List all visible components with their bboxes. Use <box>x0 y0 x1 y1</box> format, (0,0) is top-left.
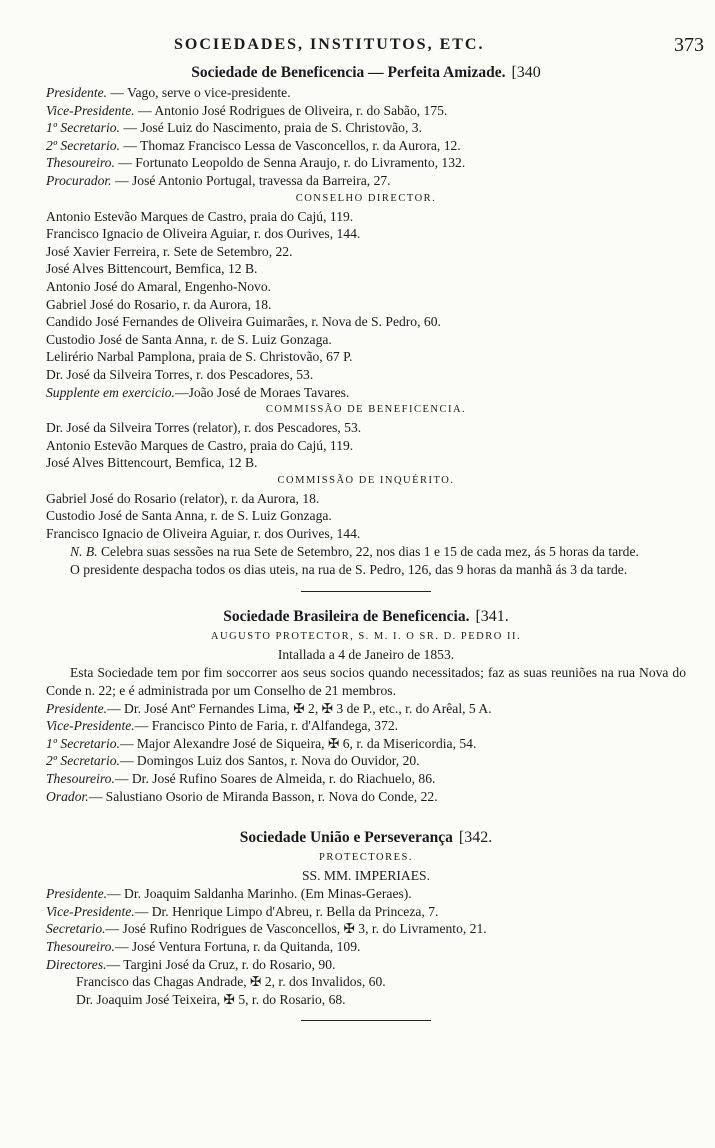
role-label: 1º Secretario. <box>46 120 120 136</box>
officer-text: — Dr. Joaquim Saldanha Marinho. (Em Minas-Geraes). <box>107 886 412 902</box>
list-item: Antonio Estevão Marques de Castro, praia do Cajú, 119. <box>46 208 354 224</box>
officer-text: —João José de Moraes Tavares. <box>174 384 350 400</box>
officer-text: — Fortunato Leopoldo de Senna Araujo, r. do Livramento, 132. <box>114 155 466 171</box>
role-label: 2º Secretario. <box>46 137 120 153</box>
protector-line: AUGUSTO PROTECTOR, S. M. I. O SR. D. PEDRO II. <box>210 630 522 642</box>
subheading-conselho: CONSELHO DIRECTOR. <box>295 192 437 204</box>
beneficencia-list <box>46 419 686 472</box>
officer-line <box>46 920 686 938</box>
officer-line <box>46 154 686 172</box>
role-label: Thesoureiro. <box>46 771 115 787</box>
list-item: Antonio José do Amaral, Engenho-Novo. <box>46 278 272 294</box>
list-item: Francisco das Chagas Andrade, ✠ 2, r. dos Invalidos, 60. <box>76 974 386 990</box>
role-label: Presidente. <box>46 886 108 902</box>
officer-line <box>46 717 686 735</box>
officer-text: — Antonio José Rodrigues de Oliveira, r. do Sabão, 175. <box>134 102 448 118</box>
list-item: Gabriel José do Rosario, r. da Aurora, 18. <box>46 296 272 312</box>
section-title-340 <box>46 62 686 84</box>
page-number: 373 <box>674 34 704 56</box>
role-label: Presidente. <box>46 700 108 716</box>
officer-text: — Dr. José Rufino Soares de Almeida, r. do Riachuelo, 86. <box>114 771 436 787</box>
entry-number: [340 <box>511 64 541 81</box>
officers-list <box>46 700 686 806</box>
subheading-inquerito: COMMISSÃO DE INQUÉRITO. <box>277 474 455 486</box>
officer-line <box>46 102 686 120</box>
entry-number: [341. <box>475 607 509 625</box>
list-item: Dr. Joaquim José Teixeira, ✠ 5, r. do Rosario, 68. <box>76 991 346 1007</box>
officers-list <box>46 885 686 1008</box>
list-item: Dr. José da Silveira Torres (relator), r. dos Pescadores, 53. <box>46 420 362 436</box>
section-title-text: Sociedade União e Perseverança <box>239 829 453 847</box>
officer-text: — José Antonio Portugal, travessa da Barreira, 27. <box>111 172 391 188</box>
protectors-line: SS. MM. IMPERIAES. <box>301 868 431 884</box>
section-title-342 <box>46 827 686 849</box>
running-head-title: SOCIEDADES, INSTITUTOS, ETC. <box>174 36 485 53</box>
role-label: 2º Secretario. <box>46 753 120 769</box>
officer-text: — Domingos Luiz dos Santos, r. Nova do Ouvidor, 20. <box>119 753 420 769</box>
role-label: Orador. <box>46 788 89 804</box>
list-item: José Xavier Ferreira, r. Sete de Setembro, 22. <box>46 243 293 259</box>
officer-text: — Dr. Henrique Limpo d'Abreu, r. Bella da Princeza, 7. <box>134 903 439 919</box>
role-label: Thesoureiro. <box>46 155 115 171</box>
list-item: José Alves Bittencourt, Bemfica, 12 B. <box>46 455 258 471</box>
officer-line <box>46 752 686 770</box>
officer-text: — José Luiz do Nascimento, praia de S. Christovão, 3. <box>119 120 422 136</box>
officer-text: — Salustiano Osorio de Miranda Basson, r. Nova do Conde, 22. <box>88 788 438 804</box>
note-paragraph <box>46 543 686 561</box>
role-label: Presidente. <box>46 85 108 100</box>
note-paragraph-2: O presidente despacha todos os dias uteis, na rua de S. Pedro, 126, das 9 horas da manhã ás 3 da tarde. <box>70 561 628 577</box>
officer-line <box>46 885 686 903</box>
installation-line: Intallada a 4 de Janeiro de 1853. <box>277 646 455 662</box>
officers-list <box>46 84 686 190</box>
role-label: 1º Secretario. <box>46 735 120 751</box>
list-item: Francisco Ignacio de Oliveira Aguiar, r. dos Ourives, 144. <box>46 226 361 242</box>
list-item: Gabriel José do Rosario (relator), r. da Aurora, 18. <box>46 490 320 506</box>
role-label: Secretario. <box>46 921 106 937</box>
section-title-text: Sociedade de Beneficencia — Perfeita Amizade. <box>191 64 506 81</box>
role-label: Procurador. <box>46 172 112 188</box>
list-item: Custodio José de Santa Anna, r. de S. Luiz Gonzaga. <box>46 331 332 347</box>
list-item: Custodio José de Santa Anna, r. de S. Luiz Gonzaga. <box>46 508 332 524</box>
note-lead: N. B. <box>70 543 98 559</box>
role-label: Vice-Presidente. <box>46 718 135 734</box>
officer-line <box>46 119 686 137</box>
officer-text: — José Ventura Fortuna, r. da Quitanda, 109. <box>114 939 361 954</box>
subheading-beneficencia: COMMISSÃO DE BENEFICENCIA. <box>265 404 467 416</box>
role-label: Thesoureiro. <box>46 939 115 954</box>
list-item: Francisco Ignacio de Oliveira Aguiar, r. dos Ourives, 144. <box>46 526 361 542</box>
officer-line <box>46 735 686 753</box>
officer-text: — Vago, serve o vice-presidente. <box>107 85 291 100</box>
section-divider <box>301 591 431 592</box>
officer-text: — Targini José da Cruz, r. do Rosario, 90. <box>106 956 336 972</box>
officer-line <box>46 84 686 102</box>
officer-line <box>46 938 686 956</box>
officer-line <box>46 700 686 718</box>
list-item: Candido José Fernandes de Oliveira Guimarães, r. Nova de S. Pedro, 60. <box>46 314 441 330</box>
document-page <box>46 28 704 1035</box>
officer-line <box>46 956 686 974</box>
council-list <box>46 208 686 402</box>
list-item: Antonio Estevão Marques de Castro, praia do Cajú, 119. <box>46 437 354 453</box>
role-label: Supplente em exercicio. <box>46 384 175 400</box>
officer-line <box>46 137 686 155</box>
section-title-341 <box>46 606 686 628</box>
section-divider <box>301 1020 431 1021</box>
section-title-text: Sociedade Brasileira de Beneficencia. <box>223 607 470 625</box>
role-label: Vice-Presidente. <box>46 903 135 919</box>
officer-text: — Thomaz Francisco Lessa de Vasconcellos, r. da Aurora, 12. <box>119 137 461 153</box>
list-item: José Alves Bittencourt, Bemfica, 12 B. <box>46 261 258 277</box>
inquerito-list <box>46 490 686 543</box>
entry-number: [342. <box>458 829 493 847</box>
description-paragraph: Esta Sociedade tem por fim soccorrer aos seus socios quando necessitados; faz as suas reuniões na rua Nova do Conde n. 22; e é administrada por um Conselho de 21 membros. <box>46 664 686 698</box>
officer-text: — Francisco Pinto de Faria, r. d'Alfandega, 372. <box>134 718 399 734</box>
officer-text: — José Rufino Rodrigues de Vasconcellos, ✠ 3, r. do Livramento, 21. <box>105 921 487 937</box>
officer-line <box>46 172 686 190</box>
role-label: Vice-Presidente. <box>46 102 135 118</box>
officer-line <box>46 903 686 921</box>
supplente-line <box>46 384 686 402</box>
officer-text: — Dr. José Antº Fernandes Lima, ✠ 2, ✠ 3 de P., etc., r. do Arêal, 5 A. <box>107 700 492 716</box>
note-text: Celebra suas sessões na rua Sete de Setembro, 22, nos dias 1 e 15 de cada mez, ás 5 horas da tarde. <box>97 543 639 559</box>
protectors-heading: PROTECTORES. <box>319 852 413 864</box>
running-head <box>46 28 704 62</box>
role-label: Directores. <box>46 956 107 972</box>
list-item: Lelirério Narbal Pamplona, praia de S. Christovão, 67 P. <box>46 349 353 365</box>
officer-line <box>46 770 686 788</box>
officer-line <box>46 788 686 806</box>
officer-text: — Major Alexandre José de Siqueira, ✠ 6, r. da Misericordia, 54. <box>119 735 477 751</box>
list-item: Dr. José da Silveira Torres, r. dos Pescadores, 53. <box>46 366 314 382</box>
